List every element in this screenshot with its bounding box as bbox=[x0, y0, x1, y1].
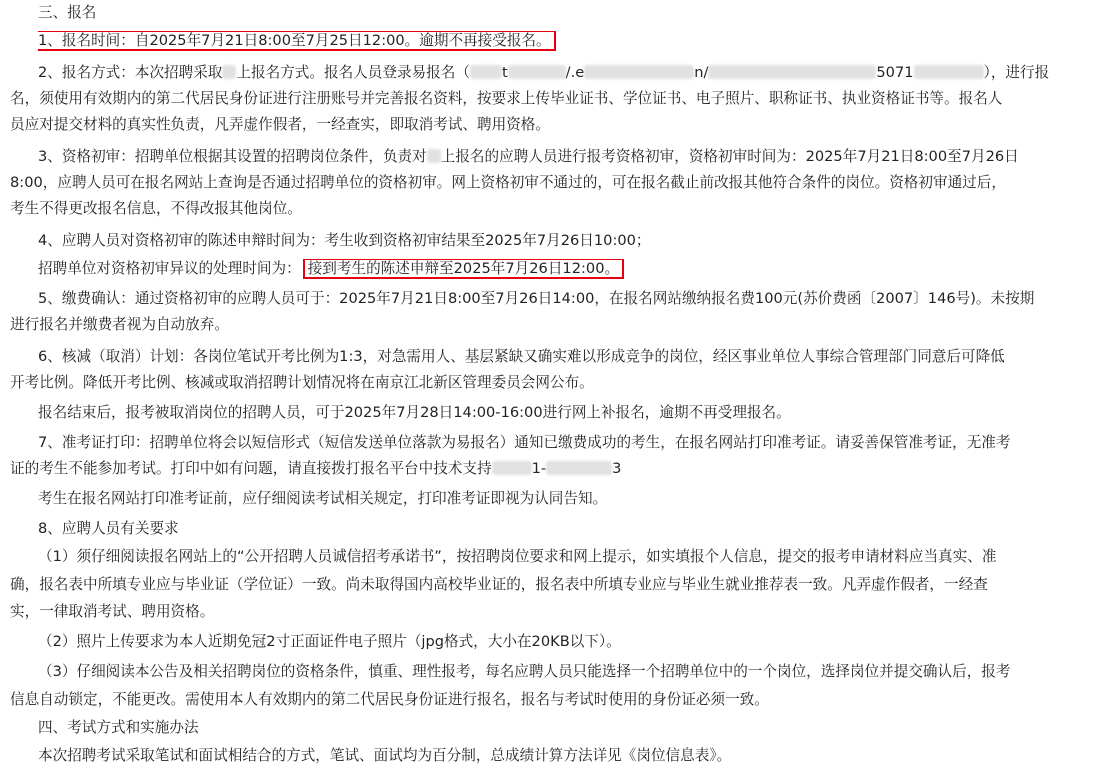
highlight-box-registration-time: 1、报名时间：自2025年7月21日8:00至7月25日12:00。逾期不再接受报名。 bbox=[38, 31, 556, 51]
qualification-review-line-1: 3、资格初审：招聘单位根据其设置的招聘岗位条件，负责对 上报名的应聘人员进行报考资格初审，资格初审时间为：2025年7月21日8:00至7月26日 bbox=[38, 148, 1019, 165]
requirement-3-line-1: （3）仔细阅读本公告及相关招聘岗位的资格条件，慎重、理性报考，每名应聘人员只能选择一个招聘单位中的一个岗位，选择岗位并提交确认后，报考 bbox=[38, 663, 1011, 680]
redacted-text bbox=[222, 65, 236, 79]
redacted-text bbox=[546, 461, 612, 475]
payment-line-1: 5、缴费确认：通过资格初审的应聘人员可于：2025年7月21日8:00至7月26日14:00，在报名网站缴纳报名费100元(苏价费函〔2007〕146号)。未按期 bbox=[38, 290, 1035, 307]
highlight-box-objection-time: 接到考生的陈述申辩至2025年7月26日12:00。 bbox=[303, 259, 624, 279]
appeal-time-line: 4、应聘人员对资格初审的陈述申辩时间为：考生收到资格初审结果至2025年7月26日10:00； bbox=[38, 232, 651, 249]
requirement-3-line-2: 信息自动锁定，不能更改。需使用本人有效期内的第二代居民身份证进行报名，报名与考试时使用的身份证必须一致。 bbox=[10, 691, 769, 708]
qualification-review-line-2: 8:00，应聘人员可在报名网站上查询是否通过招聘单位的资格初审。网上资格初审不通过的，可在报名截止前改报其他符合条件的岗位。资格初审通过后， bbox=[10, 174, 1006, 191]
redacted-text bbox=[914, 65, 984, 79]
section-3-title: 三、报名 bbox=[38, 4, 97, 21]
plan-reduction-line-2: 开考比例。降低开考比例、核减或取消招聘计划情况将在南京江北新区管理委员会网公布。 bbox=[10, 374, 594, 391]
print-notice-line: 考生在报名网站打印准考证前，应仔细阅读考试相关规定，打印准考证即视为认同告知。 bbox=[38, 490, 608, 507]
admission-ticket-line-2: 证的考生不能参加考试。打印中如有问题，请直接拨打报名平台中技术支持 1- 3 bbox=[10, 460, 622, 477]
redacted-text bbox=[508, 65, 566, 79]
requirement-1-line-2: 确，报名表中所填专业应与毕业证（学位证）一致。尚未取得国内高校毕业证的，报名表中所填专业应与毕业生就业推荐表一致。凡弄虚作假者，一经查 bbox=[10, 576, 988, 593]
requirement-2-line: （2）照片上传要求为本人近期免冠2寸正面证件电子照片（jpg格式，大小在20KB以下）。 bbox=[38, 633, 621, 650]
section-4-title: 四、考试方式和实施办法 bbox=[38, 719, 199, 736]
objection-handling-line: 招聘单位对资格初审异议的处理时间为： 接到考生的陈述申辩至2025年7月26日12:00。 bbox=[38, 259, 624, 279]
requirement-1-line-3: 实，一律取消考试、聘用资格。 bbox=[10, 603, 215, 620]
redacted-text bbox=[492, 461, 532, 475]
registration-method-line-2: 名，须使用有效期内的第二代居民身份证进行注册账号并完善报名资料，按要求上传毕业证书、学位证书、电子照片、职称证书、执业资格证书等。报名人 bbox=[10, 90, 1003, 107]
exam-method-line: 本次招聘考试采取笔试和面试相结合的方式，笔试、面试均为百分制，总成绩计算方法详见《岗位信息表》。 bbox=[38, 747, 732, 764]
plan-reduction-line-1: 6、核减（取消）计划：各岗位笔试开考比例为1:3，对急需用人、基层紧缺又确实难以形成竞争的岗位，经区事业单位人事综合管理部门同意后可降低 bbox=[38, 348, 1005, 365]
redacted-text bbox=[470, 65, 502, 79]
applicant-requirements-heading: 8、应聘人员有关要求 bbox=[38, 520, 179, 537]
qualification-review-line-3: 考生不得更改报名信息，不得改报其他岗位。 bbox=[10, 200, 302, 217]
requirement-1-line-1: （1）须仔细阅读报名网站上的“公开招聘人员诚信招考承诺书”，按招聘岗位要求和网上提示，如实填报个人信息，提交的报考申请材料应当真实、准 bbox=[38, 548, 997, 565]
payment-line-2: 进行报名并缴费者视为自动放弃。 bbox=[10, 316, 229, 333]
redacted-text bbox=[427, 149, 441, 163]
registration-time-line bbox=[38, 31, 556, 51]
admission-ticket-line-1: 7、准考证打印：招聘单位将会以短信形式（短信发送单位落款为易报名）通知已缴费成功的考生，在报名网站打印准考证。请妥善保管准考证，无准考 bbox=[38, 434, 1011, 451]
registration-method-line-1: 2、报名方式：本次招聘采取 上报名方式。报名人员登录易报名（ t /.e n/ 5071 ），进行报 bbox=[38, 64, 1050, 81]
registration-method-line-3: 员应对提交材料的真实性负责，凡弄虚作假者，一经查实，即取消考试、聘用资格。 bbox=[10, 116, 550, 133]
redacted-text bbox=[584, 65, 694, 79]
supplementary-registration-line: 报名结束后，报考被取消岗位的招聘人员，可于2025年7月28日14:00-16:00进行网上补报名，逾期不再受理报名。 bbox=[38, 404, 791, 421]
redacted-text bbox=[708, 65, 876, 79]
